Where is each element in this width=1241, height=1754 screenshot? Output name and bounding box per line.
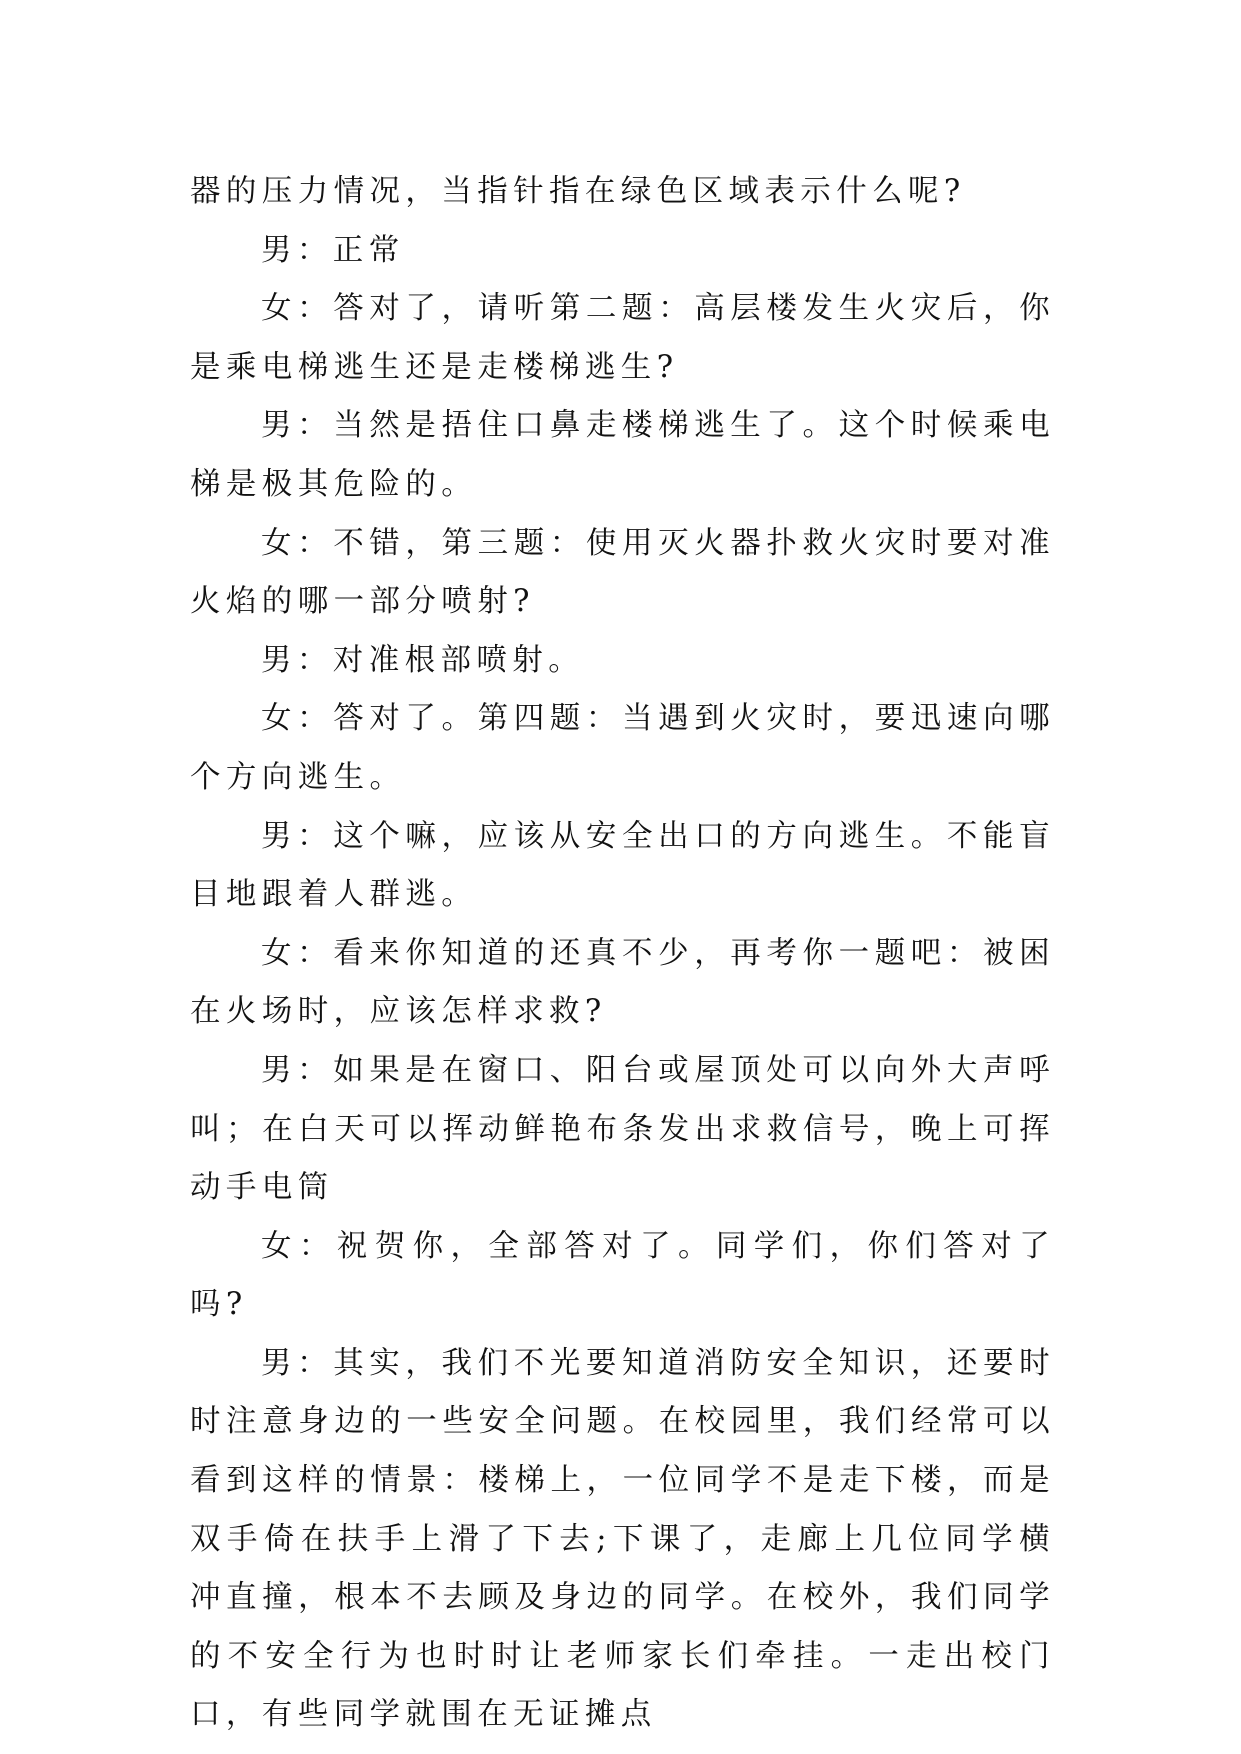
paragraph: 男：当然是捂住口鼻走楼梯逃生了。这个时候乘电梯是极其危险的。 — [190, 408, 1055, 502]
paragraph: 女：不错，第三题：使用灭火器扑救火灾时要对准火焰的哪一部分喷射? — [190, 525, 1055, 620]
paragraph: 男：正常 — [261, 232, 405, 268]
paragraph: 男：这个嘛，应该从安全出口的方向逃生。不能盲目地跟着人群逃。 — [190, 818, 1055, 913]
paragraph: 器的压力情况，当指针指在绿色区域表示什么呢? — [190, 174, 966, 209]
paragraph: 女：答对了，请听第二题：高层楼发生火灾后，你是乘电梯逃生还是走楼梯逃生? — [190, 291, 1055, 385]
paragraph: 女：看来你知道的还真不少，再考你一题吧：被困在火场时，应该怎样求救? — [190, 935, 1055, 1030]
paragraph: 女：祝贺你，全部答对了。同学们，你们答对了吗? — [190, 1228, 1055, 1323]
document-body — [190, 163, 1055, 1745]
paragraph: 男：如果是在窗口、阳台或屋顶处可以向外大声呼叫；在白天可以挥动鲜艳布条发出求救信号，晚上可挥动手电筒 — [190, 1052, 1055, 1206]
paragraph: 女：答对了。第四题：当遇到火灾时，要迅速向哪个方向逃生。 — [190, 701, 1055, 795]
paragraph: 男：对准根部喷射。 — [261, 642, 585, 678]
paragraph: 男：其实，我们不光要知道消防安全知识，还要时时注意身边的一些安全问题。在校园里，我们经常可以看到这样的情景：楼梯上，一位同学不是走下楼，而是双手倚在扶手上滑了下去;下课了，走廊上几位同学横冲直撞，根本不去顾及身边的同学。在校外，我们同学的不安全行为也时时让老师家长们牵挂。一走出校门口，有些同学就围在无证摊点 — [190, 1345, 1055, 1733]
